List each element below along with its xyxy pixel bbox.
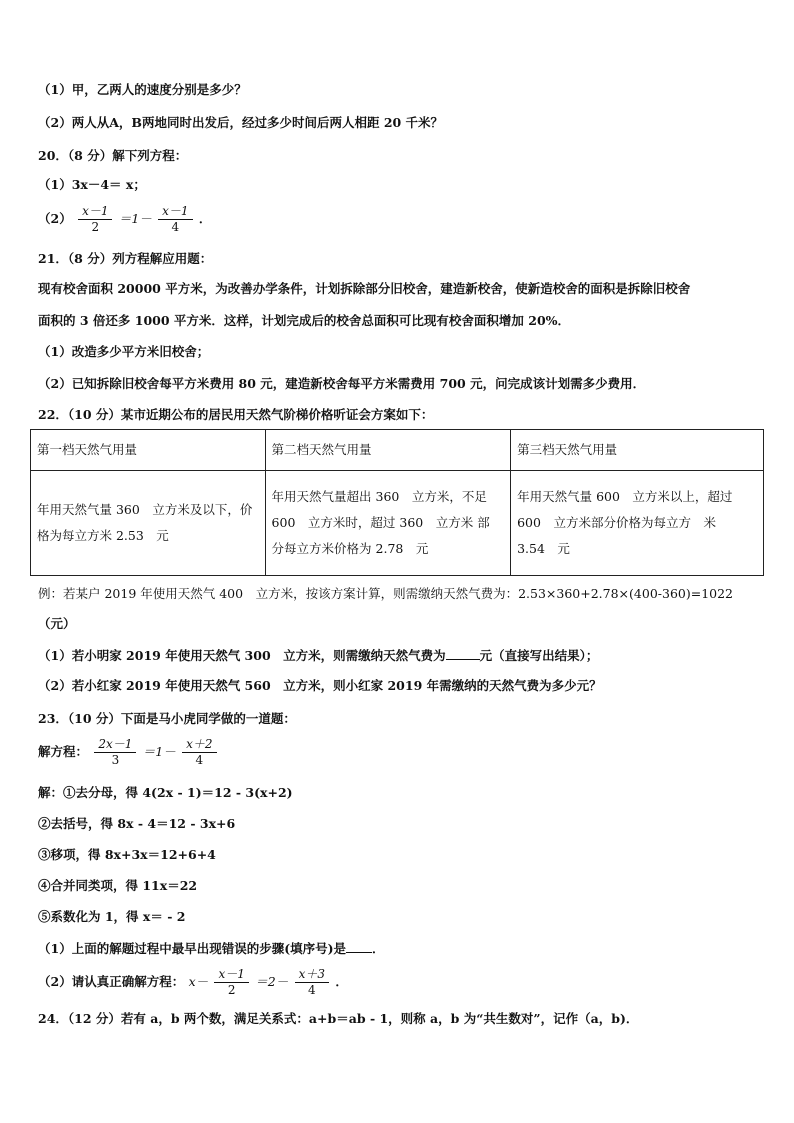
q23-fraction-left-numerator: 2x－1	[94, 737, 136, 753]
q23-part1-tail: ．	[372, 941, 385, 956]
q22-part1	[38, 647, 598, 665]
q20-header: 20．（8 分）解下列方程：	[38, 148, 188, 163]
q23-part2-label: （2）请认真正确解方程：	[38, 974, 185, 989]
q20-fraction-right-denominator: 4	[171, 220, 180, 234]
gas-price-table-body-row	[31, 471, 764, 576]
tier3-line1: 年用天然气量 600 立方米以上，超过	[517, 489, 733, 504]
q23-part2	[38, 964, 348, 1000]
table-cell-tier2	[265, 471, 511, 576]
q23-part1	[38, 940, 385, 958]
tier2-line1: 年用天然气量超出 360 立方米，不足	[271, 489, 487, 504]
tier3-line3: 3.54 元	[517, 541, 570, 556]
q20-part1	[38, 176, 146, 194]
table-cell-tier3	[511, 471, 764, 576]
q23-fraction-right	[182, 737, 216, 768]
q23-part2-end: ．	[335, 974, 348, 989]
q23-part2-x-minus: x－	[188, 974, 209, 989]
q23-step1: 解：①去分母，得 4(2x - 1)＝12 - 3(x+2)	[38, 785, 293, 800]
q21-text-line1: 现有校舍面积 20000 平方米，为改善办学条件，计划拆除部分旧校舍，建造新校舍，使新造校舍的面积是拆除旧校舍	[38, 281, 691, 296]
q23-equation	[38, 734, 219, 770]
q23-step4: ④合并同类项，得 11x＝22	[38, 878, 198, 893]
q22-example-line2: （元）	[38, 616, 76, 631]
q22-answer-blank	[446, 647, 480, 660]
q24-text: 24．（12 分）若有 a，b 两个数，满足关系式：a+b＝ab - 1，则称 a，b 为“共生数对”，记作（a，b)．	[38, 1011, 639, 1026]
q22-example-line1: 例：若某户 2019 年使用天然气 400 立方米，按该方案计算，则需缴纳天然气费为：2.53×360+2.78×(400-360)=1022	[38, 586, 734, 601]
q23-part2-fraction-right-numerator: x＋3	[295, 967, 329, 983]
q20-fraction-right-numerator: x－1	[158, 204, 192, 220]
q23-part2-fraction-left-numerator: x－1	[214, 967, 248, 983]
tier2-line3: 分每立方米价格为 2.78 元	[271, 541, 429, 556]
q20-part2	[38, 202, 211, 236]
q20-fraction-left	[78, 204, 112, 235]
q20-fraction-left-numerator: x－1	[78, 204, 112, 220]
q19-part1: （1）甲，乙两人的速度分别是多少？	[38, 82, 247, 97]
table-cell-tier1	[31, 471, 266, 576]
q23-step5: ⑤系数化为 1，得 x＝ - 2	[38, 909, 186, 924]
gas-price-table-header-row	[31, 430, 764, 471]
q21-text-line2: 面积的 3 倍还多 1000 平方米．这样，计划完成后的校舍总面积可比现有校舍面积增加 20%．	[38, 313, 571, 328]
tier1-line2: 格为每立方米 2.53 元	[37, 528, 169, 543]
tier3-line2: 600 立方米部分价格为每立方 米	[517, 515, 716, 530]
q20-fraction-right	[158, 204, 192, 235]
q20-part1-label: （1）	[38, 177, 72, 192]
q22-part2: （2）若小红家 2019 年使用天然气 560 立方米，则小红家 2019 年需缴纳的天然气费为多少元？	[38, 678, 602, 693]
q20-part1-equation: 3x－4＝ x；	[71, 177, 146, 192]
table-header-tier2: 第二档天然气用量	[265, 430, 511, 471]
q21-header: 21．（8 分）列方程解应用题：	[38, 251, 213, 266]
q23-part2-fraction-left-denominator: 2	[227, 983, 236, 997]
q23-part2-equals-two-minus: ＝2－	[255, 974, 289, 989]
table-header-tier3: 第三档天然气用量	[511, 430, 764, 471]
q23-part2-fraction-right	[295, 967, 329, 998]
q22-part1-tail: 元（直接写出结果）；	[479, 648, 599, 663]
q19-part2: （2）两人从A，B两地同时出发后，经过多少时间后两人相距 20 千米？	[38, 115, 444, 130]
q20-fraction-left-denominator: 2	[91, 220, 100, 234]
q23-part2-fraction-left	[214, 967, 248, 998]
q23-fraction-right-denominator: 4	[195, 753, 204, 767]
q23-part2-fraction-right-denominator: 4	[307, 983, 316, 997]
tier2-line2: 600 立方米时，超过 360 立方米 部	[271, 515, 490, 530]
q20-part2-end: ．	[198, 211, 212, 226]
q22-part1-text: （1）若小明家 2019 年使用天然气 300 立方米，则需缴纳天然气费为	[38, 648, 446, 663]
q23-part1-text: （1）上面的解题过程中最早出现错误的步骤(填序号)是	[38, 941, 347, 956]
q22-header: 22．（10 分）某市近期公布的居民用天然气阶梯价格听证会方案如下：	[38, 407, 434, 422]
q20-part2-label: （2）	[38, 211, 72, 226]
gas-price-table	[30, 429, 764, 576]
table-header-tier1: 第一档天然气用量	[31, 430, 266, 471]
q23-fraction-left	[94, 737, 136, 768]
q23-header: 23．（10 分）下面是马小虎同学做的一道题：	[38, 711, 296, 726]
q23-step2: ②去括号，得 8x - 4＝12 - 3x+6	[38, 816, 236, 831]
q23-fraction-left-denominator: 3	[111, 753, 120, 767]
q23-step3: ③移项，得 8x+3x＝12+6+4	[38, 847, 216, 862]
q21-part1: （1）改造多少平方米旧校舍；	[38, 344, 210, 359]
q23-equation-label: 解方程：	[38, 744, 89, 759]
q23-fraction-right-numerator: x＋2	[182, 737, 216, 753]
q20-equals-one-minus: ＝1－	[118, 211, 152, 226]
q23-equals-one-minus: ＝1－	[142, 744, 176, 759]
q21-part2: （2）已知拆除旧校舍每平方米费用 80 元，建造新校舍每平方米需费用 700 元，问完成该计划需多少费用．	[38, 376, 646, 391]
tier1-line1: 年用天然气量 360 立方米及以下，价	[37, 502, 253, 517]
q23-answer-blank	[346, 940, 372, 953]
